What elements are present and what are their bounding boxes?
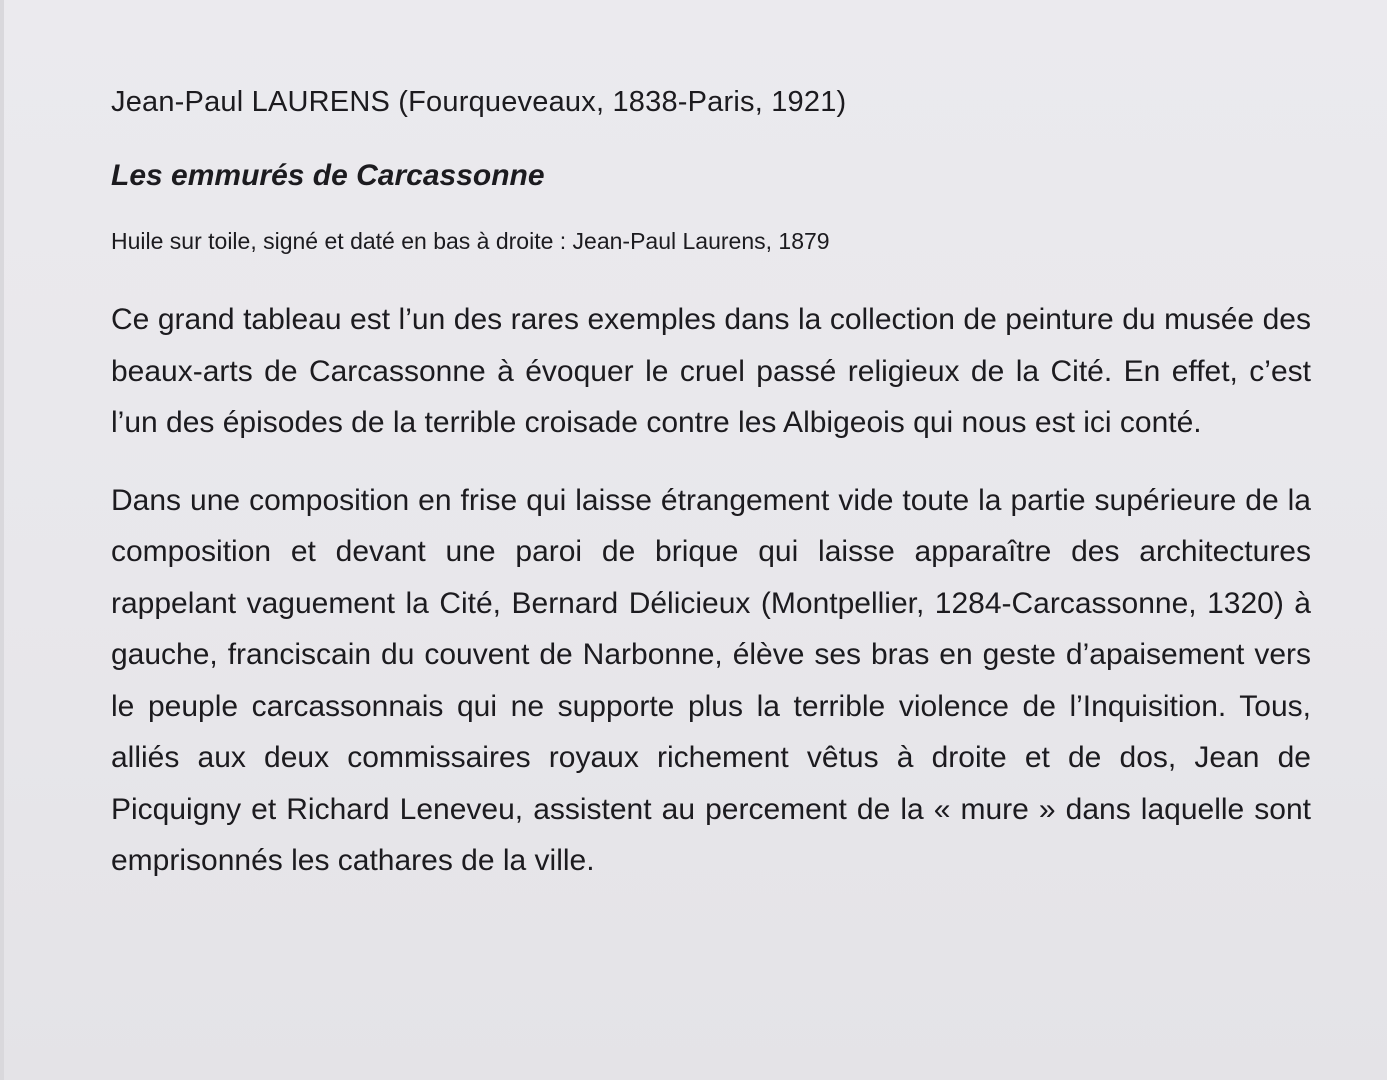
description-paragraph-2: Dans une composition en frise qui laisse étrangement vide toute la partie supérieure de la composition et devant une paroi de brique qui laisse apparaître des architectures rappelant vaguement la Cité, Bernard Délicieux (Montpellier, 1284-Carcassonne, 1320) à gauche, franciscain du couvent de Narbonne, élève ses bras en geste d’apaisement vers le peuple carcassonnais qui ne supporte plus la terrible violence de l’Inquisition. Tous, alliés aux deux commissaires royaux richement vêtus à droite et de dos, Jean de Picquigny et Richard Leneveu, assistent au percement de la « mure » dans laquelle sont emprisonnés les cathares de la ville. [111,483,1311,877]
artwork-title: Les emmurés de Carcassonne [111,159,545,192]
artist-line: Jean-Paul LAURENS (Fourqueveaux, 1838-Paris, 1921) [111,86,847,118]
label-content [111,82,1311,887]
description-paragraph-1: Ce grand tableau est l’un des rares exemples dans la collection de peinture du musée des beaux-arts de Carcassonne à évoquer le cruel passé religieux de la Cité. En effet, c’est l’un des épisodes de la terrible croisade contre les Albigeois qui nous est ici conté. [111,303,1311,439]
card-edge [0,0,4,1080]
medium-line: Huile sur toile, signé et daté en bas à droite : Jean-Paul Laurens, 1879 [111,228,830,254]
